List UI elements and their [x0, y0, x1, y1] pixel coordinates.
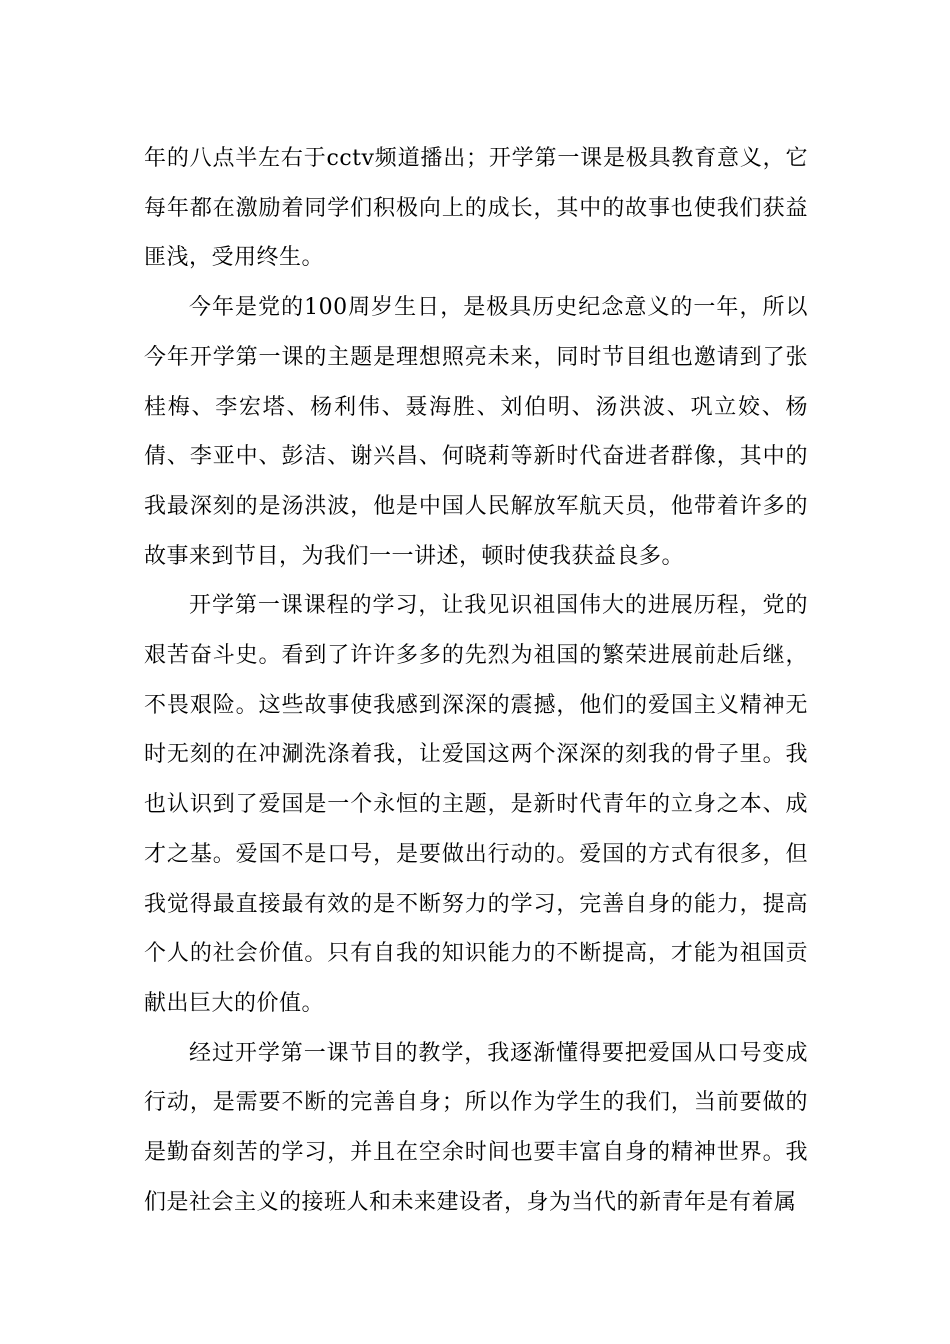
paragraph-4: 经过开学第一课节目的教学，我逐渐懂得要把爱国从口号变成行动，是需要不断的完善自身；所以作为学生的我们，当前要做的是勤奋刻苦的学习，并且在空余时间也要丰富自身的精神世界。我们是社会主义的接班人和未来建设者，身为当代的新青年是有着属 [144, 1040, 808, 1215]
paragraph-2: 今年是党的100周岁生日，是极具历史纪念意义的一年，所以今年开学第一课的主题是理想照亮未来，同时节目组也邀请到了张桂梅、李宏塔、杨利伟、聂海胜、刘伯明、汤洪波、巩立姣、杨倩、李亚中、彭洁、谢兴昌、何晓莉等新时代奋进者群像，其中的我最深刻的是汤洪波，他是中国人民解放军航天员，他带着许多的故事来到节目，为我们一一讲述，顿时使我获益良多。 [144, 295, 808, 569]
paragraph-3: 开学第一课课程的学习，让我见识祖国伟大的进展历程，党的艰苦奋斗史。看到了许许多多的先烈为祖国的繁荣进展前赴后继，不畏艰险。这些故事使我感到深深的震撼，他们的爱国主义精神无时无刻的在冲涮洗涤着我，让爱国这两个深深的刻我的骨子里。我也认识到了爱国是一个永恒的主题，是新时代青年的立身之本、成才之基。爱国不是口号，是要做出行动的。爱国的方式有很多，但我觉得最直接最有效的是不断努力的学习，完善自身的能力，提高个人的社会价值。只有自我的知识能力的不断提高，才能为祖国贡献出巨大的价值。 [144, 593, 808, 1016]
document-body [144, 134, 808, 1227]
paragraph-1: 年的八点半左右于cctv频道播出；开学第一课是极具教育意义，它每年都在激励着同学们积极向上的成长，其中的故事也使我们获益匪浅，受用终生。 [144, 146, 808, 271]
